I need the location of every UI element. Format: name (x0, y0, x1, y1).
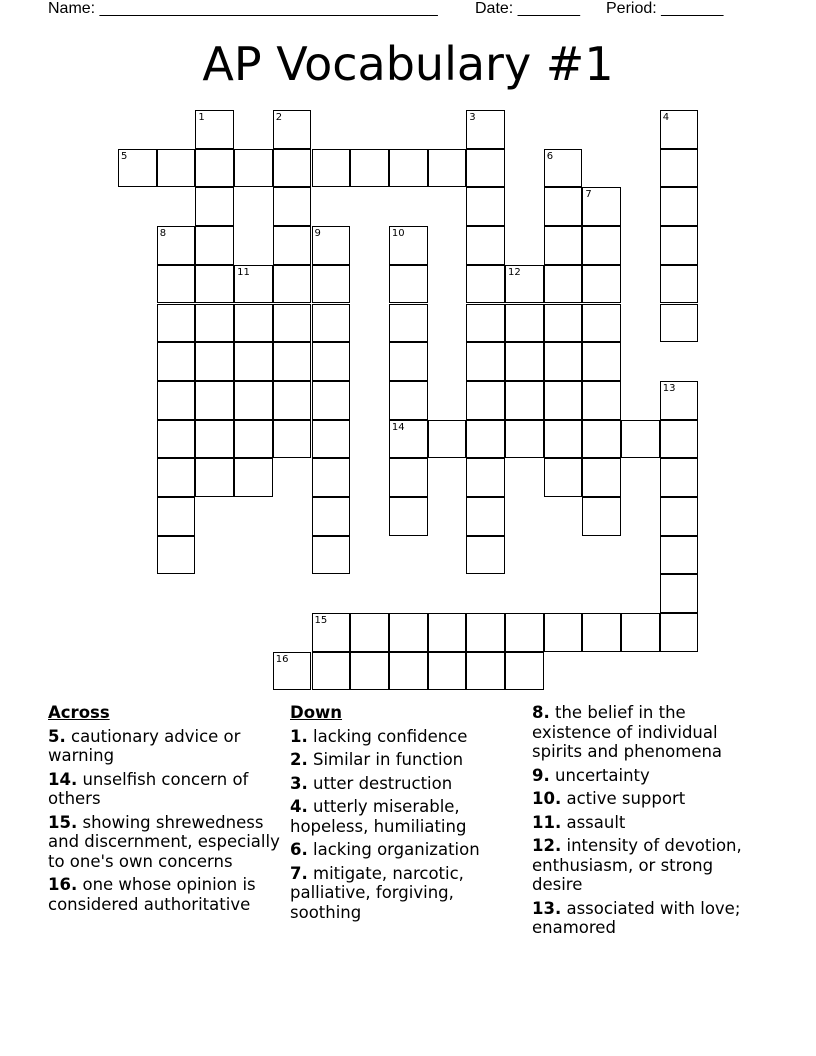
clue-item-number: 8. (532, 703, 550, 722)
grid-cell[interactable] (389, 458, 428, 497)
down-clue-list (290, 727, 526, 923)
grid-cell[interactable] (660, 497, 699, 536)
grid-cell[interactable] (195, 226, 234, 265)
grid-cell[interactable] (621, 613, 660, 652)
grid-cell[interactable] (505, 613, 544, 652)
grid-cell[interactable] (312, 265, 351, 304)
grid-cell[interactable] (157, 265, 196, 304)
grid-cell[interactable] (350, 652, 389, 691)
clue-item-text: utterly miserable, hopeless, humiliating (290, 797, 467, 836)
grid-cell[interactable] (582, 458, 621, 497)
across-clues-column (48, 703, 280, 918)
down-clues-column (290, 703, 526, 926)
grid-cell[interactable] (389, 149, 428, 188)
grid-cell[interactable] (389, 265, 428, 304)
grid-cell[interactable] (660, 613, 699, 652)
grid-cell[interactable] (273, 149, 312, 188)
grid-cell[interactable] (234, 149, 273, 188)
clue-item-text: one whose opinion is considered authoritative (48, 875, 256, 914)
clue-item-number: 10. (532, 789, 562, 808)
grid-cell[interactable] (312, 420, 351, 459)
grid-cell[interactable] (466, 149, 505, 188)
clue-item-number: 5. (48, 726, 66, 746)
grid-cell[interactable] (544, 342, 583, 381)
grid-cell[interactable] (195, 265, 234, 304)
student-info-header (48, 0, 768, 20)
down-heading: Down (290, 703, 343, 722)
grid-cell[interactable] (195, 342, 234, 381)
grid-cell[interactable] (389, 497, 428, 536)
clue-item-number: 16. (48, 875, 78, 894)
grid-cell[interactable] (118, 149, 157, 188)
grid-cell[interactable] (582, 226, 621, 265)
grid-cell[interactable] (660, 304, 699, 343)
clue-item (532, 766, 768, 786)
grid-cell[interactable] (273, 265, 312, 304)
grid-cell[interactable] (312, 226, 351, 265)
grid-cell[interactable] (273, 381, 312, 420)
grid-cell[interactable] (312, 304, 351, 343)
grid-cell[interactable] (157, 536, 196, 575)
grid-cell[interactable] (466, 652, 505, 691)
clue-item-number: 7. (290, 863, 308, 883)
clue-item-number: 13. (532, 898, 562, 918)
clue-number: 14 (391, 421, 405, 433)
grid-cell[interactable] (234, 420, 273, 459)
grid-cell[interactable] (389, 342, 428, 381)
grid-cell[interactable] (195, 149, 234, 188)
clue-item-text: Similar in function (307, 750, 464, 769)
grid-cell[interactable] (505, 265, 544, 304)
grid-cell[interactable] (544, 149, 583, 188)
clue-item (48, 770, 280, 809)
grid-cell[interactable] (544, 613, 583, 652)
clue-item (532, 813, 768, 833)
clue-item-text: the belief in the existence of individual spirits and phenomena (532, 703, 723, 761)
clue-number: 4 (662, 112, 670, 123)
grid-cell[interactable] (195, 187, 234, 226)
grid-cell[interactable] (660, 265, 699, 304)
clue-item (48, 875, 280, 914)
grid-cell[interactable] (582, 304, 621, 343)
grid-cell[interactable] (466, 187, 505, 226)
grid-cell[interactable] (466, 613, 505, 652)
grid-cell[interactable] (389, 652, 428, 691)
grid-cell[interactable] (273, 652, 312, 691)
grid-cell[interactable] (312, 652, 351, 691)
grid-cell[interactable] (466, 110, 505, 149)
grid-cell[interactable] (544, 265, 583, 304)
grid-cell[interactable] (544, 420, 583, 459)
grid-cell[interactable] (582, 265, 621, 304)
grid-cell[interactable] (195, 110, 234, 149)
grid-cell[interactable] (234, 265, 273, 304)
grid-cell[interactable] (389, 420, 428, 459)
grid-cell[interactable] (582, 420, 621, 459)
grid-cell[interactable] (505, 381, 544, 420)
grid-cell[interactable] (505, 342, 544, 381)
grid-cell[interactable] (157, 342, 196, 381)
clue-item (290, 797, 526, 836)
grid-cell[interactable] (582, 381, 621, 420)
grid-cell[interactable] (466, 265, 505, 304)
grid-cell[interactable] (505, 420, 544, 459)
grid-cell[interactable] (389, 381, 428, 420)
clue-number: 8 (159, 228, 167, 240)
grid-cell[interactable] (544, 226, 583, 265)
grid-cell[interactable] (389, 304, 428, 343)
clue-item (290, 840, 526, 860)
clue-number: 1 (198, 112, 205, 123)
grid-cell[interactable] (660, 420, 699, 459)
grid-cell[interactable] (621, 420, 660, 459)
grid-cell[interactable] (273, 110, 312, 149)
grid-cell[interactable] (273, 304, 312, 343)
down-clue-list-continued (532, 703, 768, 938)
clue-item-number: 2. (290, 750, 308, 769)
period-field-label: Period: _______ (606, 0, 724, 17)
grid-cell[interactable] (234, 458, 273, 497)
clue-number: 7 (585, 189, 592, 201)
grid-cell[interactable] (428, 149, 467, 188)
down-clues-continued-column (532, 703, 768, 942)
clue-item (532, 836, 768, 895)
grid-cell[interactable] (660, 149, 699, 188)
grid-cell[interactable] (312, 497, 351, 536)
grid-cell[interactable] (466, 304, 505, 343)
clue-item-number: 11. (532, 812, 562, 832)
clue-number: 16 (275, 653, 289, 665)
clue-item-number: 9. (532, 765, 550, 785)
grid-cell[interactable] (273, 420, 312, 459)
grid-cell[interactable] (544, 458, 583, 497)
clue-item-text: lacking organization (307, 840, 480, 859)
clue-item-text: lacking confidence (307, 726, 468, 746)
clue-item-text: associated with love; enamored (532, 898, 741, 937)
clue-item (532, 899, 768, 938)
grid-cell[interactable] (273, 187, 312, 226)
clue-item-number: 1. (290, 726, 308, 746)
clue-number: 10 (391, 228, 405, 240)
grid-cell[interactable] (157, 304, 196, 343)
grid-cell[interactable] (660, 458, 699, 497)
grid-cell[interactable] (273, 226, 312, 265)
clue-number: 15 (314, 615, 328, 627)
grid-cell[interactable] (273, 342, 312, 381)
grid-cell[interactable] (660, 381, 699, 420)
grid-cell[interactable] (389, 613, 428, 652)
clue-number: 9 (314, 228, 321, 240)
clue-item (290, 864, 526, 923)
grid-cell[interactable] (195, 381, 234, 420)
grid-cell[interactable] (582, 342, 621, 381)
clue-item-text: assault (561, 812, 626, 832)
grid-cell[interactable] (157, 420, 196, 459)
grid-cell[interactable] (157, 381, 196, 420)
clue-item (48, 727, 280, 766)
grid-cell[interactable] (582, 187, 621, 226)
clue-item-text: unselfish concern of others (48, 769, 249, 808)
grid-cell[interactable] (660, 110, 699, 149)
grid-cell[interactable] (312, 342, 351, 381)
grid-cell[interactable] (195, 420, 234, 459)
grid-cell[interactable] (428, 613, 467, 652)
grid-cell[interactable] (544, 304, 583, 343)
clue-item-text: intensity of devotion, enthusiasm, or strong desire (532, 836, 742, 894)
clue-item-text: showing shrewedness and discernment, especially to one's own concerns (48, 812, 280, 871)
clue-number: 12 (508, 266, 521, 278)
grid-cell[interactable] (505, 652, 544, 691)
clue-number: 13 (662, 382, 676, 394)
grid-cell[interactable] (582, 497, 621, 536)
grid-cell[interactable] (466, 342, 505, 381)
clue-item-text: cautionary advice or warning (48, 726, 241, 765)
grid-cell[interactable] (660, 574, 699, 613)
grid-cell[interactable] (466, 497, 505, 536)
clue-number: 6 (546, 150, 554, 162)
grid-cell[interactable] (350, 149, 389, 188)
grid-cell[interactable] (312, 381, 351, 420)
date-field-label: Date: _______ (475, 0, 580, 17)
clue-item-text: utter destruction (307, 773, 453, 793)
grid-cell[interactable] (157, 226, 196, 265)
grid-cell[interactable] (428, 652, 467, 691)
grid-cell[interactable] (660, 187, 699, 226)
clue-item-text: mitigate, narcotic, palliative, forgiving, soothing (290, 863, 464, 922)
grid-cell[interactable] (544, 381, 583, 420)
grid-cell[interactable] (582, 613, 621, 652)
clue-number: 2 (275, 112, 283, 123)
clue-item-number: 6. (290, 840, 308, 859)
crossword-grid (118, 110, 699, 692)
grid-cell[interactable] (389, 226, 428, 265)
clue-item-number: 4. (290, 797, 308, 816)
grid-cell[interactable] (312, 458, 351, 497)
clue-item-text: uncertainty (549, 765, 650, 785)
grid-cell[interactable] (312, 613, 351, 652)
grid-cell[interactable] (466, 420, 505, 459)
across-clue-list (48, 727, 280, 915)
grid-cell[interactable] (195, 458, 234, 497)
clue-item (48, 813, 280, 872)
clue-item (290, 727, 526, 747)
clue-item (532, 703, 768, 762)
grid-cell[interactable] (157, 458, 196, 497)
grid-cell[interactable] (505, 304, 544, 343)
grid-cell[interactable] (660, 536, 699, 575)
grid-cell[interactable] (157, 149, 196, 188)
grid-cell[interactable] (466, 536, 505, 575)
grid-cell[interactable] (195, 304, 234, 343)
grid-cell[interactable] (234, 342, 273, 381)
grid-cell[interactable] (234, 381, 273, 420)
grid-cell[interactable] (350, 613, 389, 652)
clue-item (290, 750, 526, 770)
clue-item (532, 789, 768, 809)
clue-item-number: 3. (290, 773, 308, 793)
clue-item (290, 774, 526, 794)
grid-cell[interactable] (312, 149, 351, 188)
grid-cell[interactable] (544, 187, 583, 226)
grid-cell[interactable] (466, 381, 505, 420)
grid-cell[interactable] (466, 226, 505, 265)
grid-cell[interactable] (660, 226, 699, 265)
clue-item-text: active support (561, 789, 686, 808)
grid-cell[interactable] (428, 420, 467, 459)
name-field-label: Name: ______________________________________ (48, 0, 438, 17)
grid-cell[interactable] (312, 536, 351, 575)
clue-number: 5 (121, 150, 128, 162)
clue-item-number: 12. (532, 836, 562, 855)
grid-cell[interactable] (234, 304, 273, 343)
grid-cell[interactable] (466, 458, 505, 497)
grid-cell[interactable] (157, 497, 196, 536)
clue-number: 11 (237, 266, 250, 278)
across-heading: Across (48, 703, 110, 722)
page-title: AP Vocabulary #1 (202, 37, 614, 91)
clue-item-number: 15. (48, 812, 78, 832)
clue-number: 3 (469, 112, 476, 123)
clue-item-number: 14. (48, 769, 78, 789)
